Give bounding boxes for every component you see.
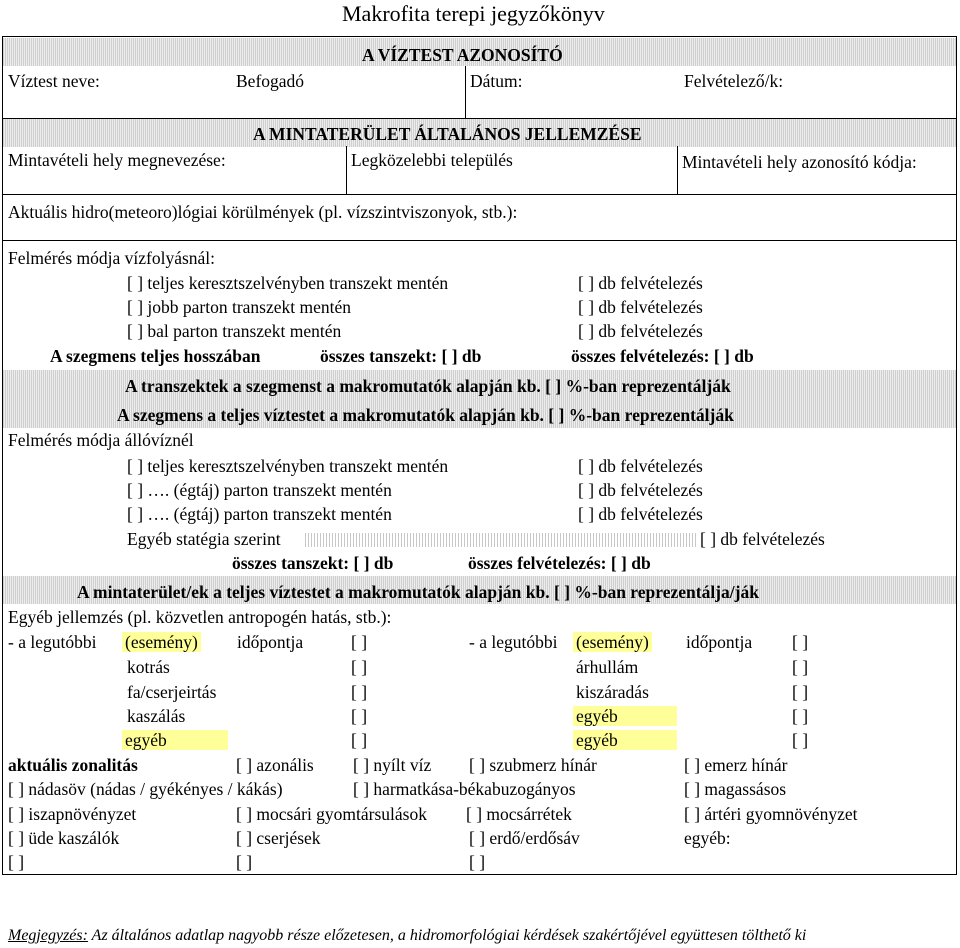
esemeny-left: (esemény) [122, 632, 201, 652]
aktualis-korulmenyek-label: Aktuális hidro(meteoro)lógiai körülmények (pl. vízszintviszonyok, stb.): [8, 202, 518, 222]
footnote-label: Megjegyzés: [8, 927, 88, 944]
event-kiszaradas: kiszáradás [576, 682, 649, 702]
event-arhullam: árhullám [576, 657, 639, 677]
allovizek-option[interactable]: [ ] …. (égtáj) parton transzekt mentén [127, 504, 392, 524]
date-field[interactable]: [ ] [792, 730, 809, 750]
idopontja-right: időpontja [686, 632, 753, 652]
allovizek-osszes-tanszekt[interactable]: összes tanszekt: [ ] db [232, 553, 394, 573]
footnote [8, 926, 806, 946]
zonalitas-option[interactable]: [ ] mocsárrétek [466, 804, 572, 824]
zonalitas-label: aktuális zonalitás [8, 755, 138, 775]
allovizek-count[interactable]: [ ] db felvételezés [578, 504, 703, 524]
allovizek-count[interactable]: [ ] db felvételezés [578, 480, 703, 500]
date-field[interactable]: [ ] [351, 706, 368, 726]
zonalitas-blank[interactable]: [ ] [8, 852, 25, 872]
vizfolyas-option[interactable]: [ ] jobb parton transzekt mentén [127, 297, 352, 317]
section-header-viztest: A VÍZTEST AZONOSÍTÓ [362, 45, 563, 65]
vizfolyas-heading: Felmérés módja vízfolyásnál: [8, 248, 216, 268]
vizfolyas-count[interactable]: [ ] db felvételezés [578, 273, 703, 293]
idopontja-left: időpontja [237, 632, 304, 652]
legkozelebbi-telepules-label: Legközelebbi település [351, 150, 513, 170]
date-field[interactable]: [ ] [351, 730, 368, 750]
allovizek-count[interactable]: [ ] db felvételezés [578, 456, 703, 476]
date-field[interactable]: [ ] [351, 632, 368, 652]
vizfolyas-option[interactable]: [ ] teljes keresztszelvényben transzekt mentén [127, 273, 449, 293]
date-field[interactable]: [ ] [792, 632, 809, 652]
zonalitas-option[interactable]: [ ] ártéri gyomnövényzet [684, 804, 858, 824]
legutobbi-label-left: - a legutóbbi [8, 632, 97, 652]
event-kaszalas: kaszálás [127, 706, 186, 726]
zonalitas-option[interactable]: [ ] nyílt víz [353, 755, 432, 775]
section-header-mintaterulet: A MINTATERÜLET ÁLTALÁNOS JELLEMZÉSE [253, 124, 642, 144]
event-egyeb: egyéb [573, 706, 677, 726]
date-field[interactable]: [ ] [351, 682, 368, 702]
azonosito-kod-label: Mintavételi hely azonosító kódja: [682, 152, 917, 172]
osszes-felvetelezes-field[interactable]: összes felvételezés: [ ] db [571, 346, 754, 366]
vizfolyas-option[interactable]: [ ] bal parton transzekt mentén [127, 321, 342, 341]
zonalitas-blank[interactable]: [ ] [469, 852, 486, 872]
zonalitas-option[interactable]: [ ] mocsári gyomtársulások [236, 804, 427, 824]
repr-mintaterulet[interactable]: A mintaterület/ek a teljes víztestet a makromutatók alapján kb. [ ] %-ban reprezentálja/ják [77, 582, 759, 602]
felvetelezo-label: Felvételező/k: [684, 71, 784, 91]
zonalitas-option[interactable]: [ ] emerz hínár [684, 755, 788, 775]
zonalitas-option[interactable]: [ ] azonális [236, 755, 314, 775]
page-title: Makrofita terepi jegyzőkönyv [342, 1, 605, 26]
zonalitas-option[interactable]: [ ] cserjések [236, 828, 321, 848]
zonalitas-option[interactable]: [ ] üde kaszálók [8, 828, 120, 848]
event-egyeb: egyéb [122, 730, 228, 750]
allovizek-osszes-felvetelezes[interactable]: összes felvételezés: [ ] db [468, 553, 651, 573]
zonalitas-option[interactable]: [ ] szubmerz hínár [469, 755, 597, 775]
egyeb-jellemzes-heading: Egyéb jellemzés (pl. közvetlen antropogén hatás, stb.): [8, 607, 392, 627]
repr-transzektek[interactable]: A transzektek a szegmenst a makromutatók alapján kb. [ ] %-ban reprezentálják [125, 376, 731, 396]
zonalitas-blank[interactable]: [ ] [236, 852, 253, 872]
zonalitas-option[interactable]: [ ] iszapnövényzet [8, 804, 137, 824]
zonalitas-egyeb-label: egyéb: [684, 828, 731, 848]
vizfolyas-count[interactable]: [ ] db felvételezés [578, 297, 703, 317]
egyeb-strategia-count[interactable]: [ ] db felvételezés [700, 529, 825, 549]
mintaveteli-hely-label: Mintavételi hely megnevezése: [8, 150, 226, 170]
date-field[interactable]: [ ] [792, 682, 809, 702]
dotted-fill [305, 533, 697, 547]
date-field[interactable]: [ ] [351, 657, 368, 677]
szegmens-label: A szegmens teljes hosszában [50, 346, 261, 366]
date-field[interactable]: [ ] [792, 706, 809, 726]
event-kotras: kotrás [127, 657, 170, 677]
zonalitas-option[interactable]: [ ] erdő/erdősáv [469, 828, 580, 848]
date-field[interactable]: [ ] [792, 657, 809, 677]
footnote-text: Az általános adatlap nagyobb része előzetesen, a hidromorfológiai kérdések szakértőjével együttesen tölthető ki [87, 927, 807, 944]
allovizek-option[interactable]: [ ] teljes keresztszelvényben transzekt mentén [127, 456, 449, 476]
zonalitas-option[interactable]: [ ] harmatkása-békabuzogányos [353, 779, 576, 799]
allovizek-option[interactable]: [ ] …. (égtáj) parton transzekt mentén [127, 480, 392, 500]
osszes-tanszekt-field[interactable]: összes tanszekt: [ ] db [320, 346, 482, 366]
befogado-label: Befogadó [236, 71, 305, 91]
datum-label: Dátum: [470, 71, 523, 91]
allovizek-heading: Felmérés módja állóvíznél [8, 430, 194, 450]
event-egyeb: egyéb [573, 730, 677, 750]
zonalitas-option[interactable]: [ ] nádasöv (nádas / gyékényes / kákás) [8, 779, 283, 799]
vizfolyas-count[interactable]: [ ] db felvételezés [578, 321, 703, 341]
viztest-neve-label: Víztest neve: [8, 71, 100, 91]
legutobbi-label-right: - a legutóbbi [469, 632, 558, 652]
esemeny-right: (esemény) [573, 632, 652, 652]
repr-szegmens[interactable]: A szegmens a teljes víztestet a makromutatók alapján kb. [ ] %-ban reprezentálják [117, 405, 734, 425]
zonalitas-option[interactable]: [ ] magassásos [684, 779, 787, 799]
event-fa-cserjeirtas: fa/cserjeirtás [127, 682, 217, 702]
egyeb-strategia-label: Egyéb statégia szerint [127, 529, 281, 549]
